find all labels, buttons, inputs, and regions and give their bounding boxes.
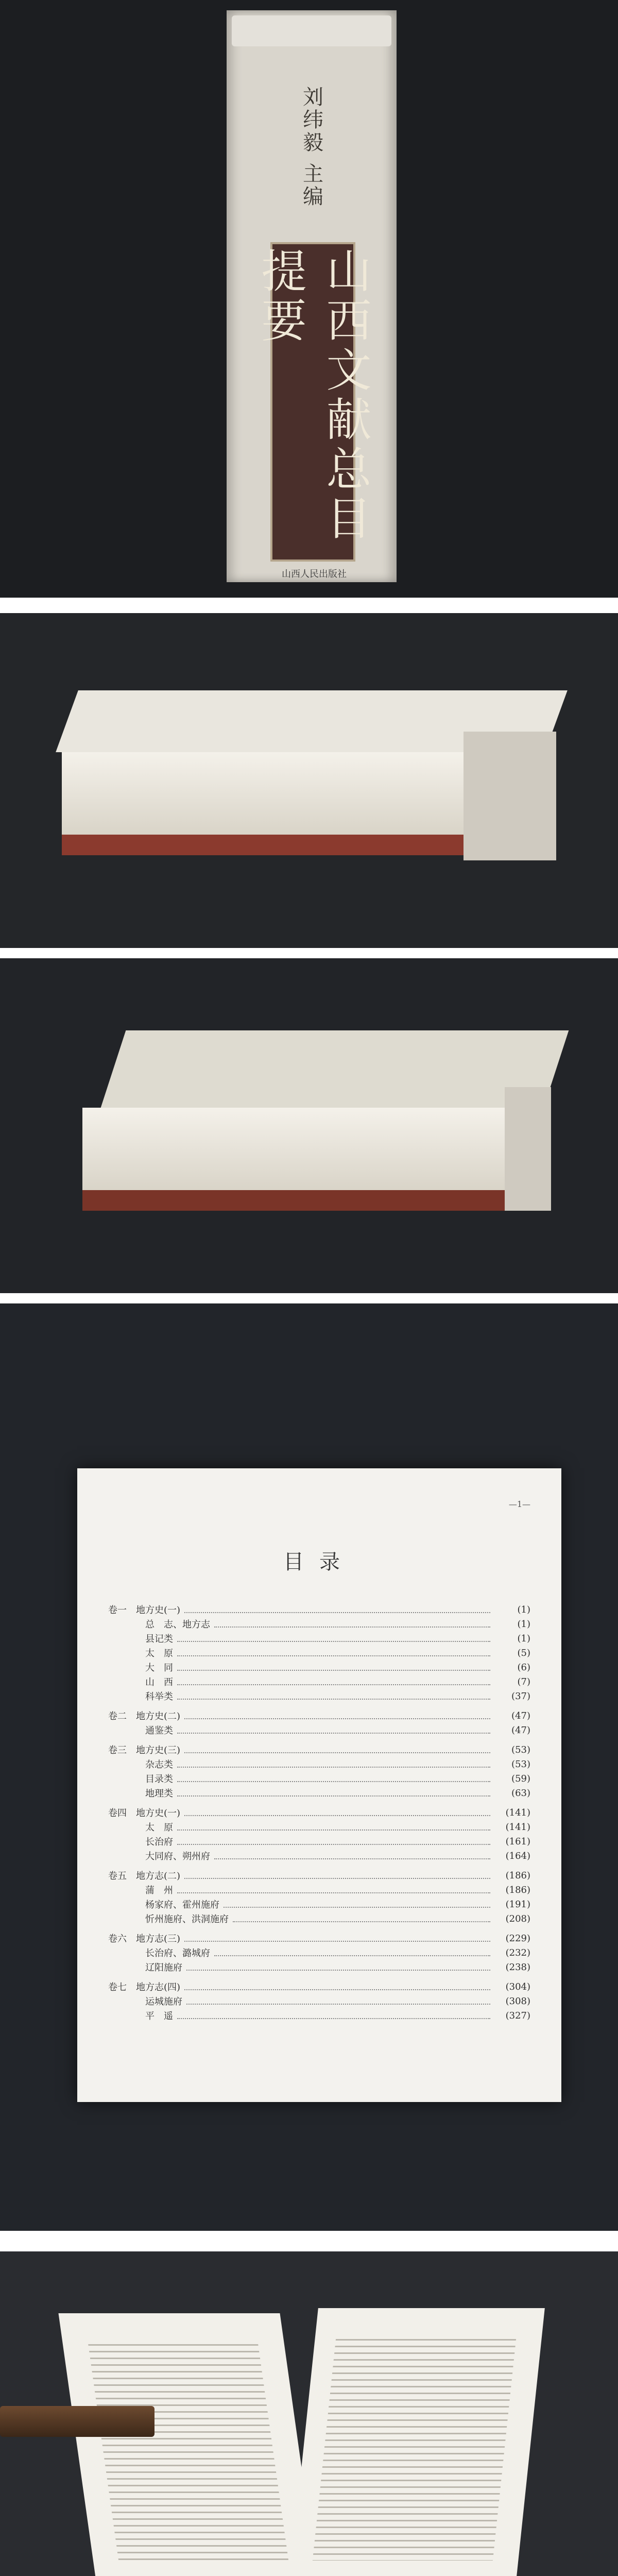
- toc-row: [108, 1868, 530, 1883]
- toc-entry-page: (232): [505, 1947, 530, 1958]
- toc-entry-page: (1): [517, 1604, 530, 1615]
- book-top-cover-2: [101, 1030, 569, 1108]
- toc-entry-label: 辽阳施府: [108, 1962, 182, 1973]
- toc-row: [108, 1674, 530, 1689]
- toc-entry-label: 卷五 地方志(二): [108, 1871, 181, 1882]
- book-board-edge-2: [82, 1190, 505, 1211]
- book-spine-side: [464, 732, 556, 860]
- toc-leader-dots: [214, 1620, 490, 1628]
- toc-leader-dots: [177, 1760, 490, 1768]
- toc-row: [108, 2008, 530, 2023]
- toc-entry-page: (5): [517, 1647, 530, 1658]
- left-page-text: [88, 2339, 288, 2561]
- toc-entry-page: (1): [517, 1633, 530, 1644]
- toc-row: [108, 1602, 530, 1617]
- toc-entry-label: 卷二 地方史(二): [108, 1711, 181, 1722]
- toc-leader-dots: [184, 1872, 490, 1879]
- toc-leader-dots: [186, 1963, 490, 1971]
- toc-row: [108, 1834, 530, 1849]
- toc-row: [108, 1883, 530, 1897]
- toc-entry-label: 长治府、潞城府: [108, 1948, 210, 1959]
- toc-entry-label: 卷四 地方史(一): [108, 1808, 181, 1819]
- toc-entry-label: 目录类: [108, 1774, 173, 1785]
- toc-row: [108, 1723, 530, 1737]
- toc-row: [108, 1897, 530, 1911]
- toc-row: [108, 1911, 530, 1926]
- toc-row: [108, 1660, 530, 1674]
- toc-entry-label: 大同府、朔州府: [108, 1851, 210, 1862]
- right-page-text: [313, 2334, 517, 2561]
- toc-leader-dots: [177, 1789, 490, 1797]
- toc-entry-label: 杨家府、霍州施府: [108, 1900, 219, 1910]
- toc-entry-page: (141): [505, 1807, 530, 1818]
- toc-leader-dots: [177, 1775, 490, 1782]
- spine-top-edge: [232, 15, 391, 46]
- toc-leader-dots: [184, 1935, 490, 1942]
- toc-leader-dots: [214, 1949, 490, 1956]
- toc-leader-dots: [177, 1838, 490, 1845]
- toc-entry-page: (308): [505, 1995, 530, 2007]
- toc-entry-page: (238): [505, 1961, 530, 1973]
- toc-row: [108, 1931, 530, 1945]
- spine-publisher: 山西人民出版社: [282, 569, 347, 580]
- toc-entry-page: (327): [505, 2010, 530, 2021]
- toc-entry-page: (59): [511, 1773, 530, 1784]
- toc-entry-page: (186): [505, 1870, 530, 1881]
- toc-row: [108, 1994, 530, 2008]
- closed-book-other-side-photo: [0, 958, 618, 1293]
- toc-entry-page: (1): [517, 1618, 530, 1630]
- toc-leader-dots: [177, 1649, 490, 1656]
- spine-author: 刘纬毅 主编: [299, 86, 323, 208]
- toc-leader-dots: [184, 1746, 490, 1753]
- toc-entry-page: (47): [511, 1724, 530, 1736]
- book-spine-side-2: [505, 1087, 551, 1211]
- toc-entry-label: 平 遥: [108, 2011, 173, 2022]
- toc-leader-dots: [184, 1712, 490, 1719]
- toc-leader-dots: [177, 1726, 490, 1734]
- toc-leader-dots: [233, 1915, 490, 1922]
- book-board-edge: [62, 835, 464, 855]
- toc-entry-page: (6): [517, 1662, 530, 1673]
- toc-row: [108, 1820, 530, 1834]
- toc-row: [108, 1771, 530, 1786]
- toc-row: [108, 1617, 530, 1631]
- toc-entry-page: (53): [511, 1758, 530, 1770]
- toc-leader-dots: [177, 1823, 490, 1831]
- toc-page: [77, 1468, 561, 2102]
- toc-entry-page: (186): [505, 1884, 530, 1895]
- toc-row: [108, 1786, 530, 1800]
- toc-entry-label: 太 原: [108, 1822, 173, 1833]
- open-book-photo: [0, 2251, 618, 2576]
- toc-entry-page: (191): [505, 1899, 530, 1910]
- toc-leader-dots: [184, 1983, 490, 1990]
- toc-leader-dots: [177, 1635, 490, 1642]
- toc-entry-page: (47): [511, 1710, 530, 1721]
- toc-row: [108, 1742, 530, 1757]
- book-page-block-2: [82, 1108, 505, 1190]
- toc-row: [108, 1689, 530, 1703]
- toc-leader-dots: [177, 2012, 490, 2019]
- toc-entry-label: 大 同: [108, 1663, 173, 1673]
- toc-entry-label: 通鉴类: [108, 1725, 173, 1736]
- toc-row: [108, 1757, 530, 1771]
- toc-row: [108, 1960, 530, 1974]
- toc-entry-page: (208): [505, 1913, 530, 1924]
- toc-entry-label: 县记类: [108, 1634, 173, 1645]
- toc-row: [108, 1708, 530, 1723]
- toc-entry-label: 卷七 地方志(四): [108, 1982, 181, 1993]
- toc-leader-dots: [177, 1886, 490, 1893]
- toc-photo: [0, 1303, 618, 2231]
- toc-list: [108, 1602, 530, 2023]
- toc-row: [108, 1979, 530, 1994]
- toc-entry-page: (141): [505, 1821, 530, 1833]
- book-page-block: [62, 752, 464, 835]
- toc-leader-dots: [184, 1809, 490, 1816]
- toc-entry-label: 忻州施府、洪洞施府: [108, 1914, 229, 1925]
- toc-row: [108, 1849, 530, 1863]
- spine-title: 山西文献总目提要: [254, 247, 372, 544]
- toc-title: 目录: [283, 1550, 355, 1574]
- toc-entry-label: 卷一 地方史(一): [108, 1605, 181, 1616]
- closed-book-side-photo: [0, 613, 618, 948]
- toc-page-number: —1—: [508, 1499, 530, 1509]
- toc-entry-page: (37): [511, 1690, 530, 1702]
- toc-leader-dots: [214, 1852, 490, 1859]
- toc-entry-page: (161): [505, 1836, 530, 1847]
- toc-entry-label: 总 志、地方志: [108, 1619, 210, 1630]
- toc-entry-label: 杂志类: [108, 1759, 173, 1770]
- toc-leader-dots: [177, 1664, 490, 1671]
- toc-entry-page: (7): [517, 1676, 530, 1687]
- toc-entry-label: 运城施府: [108, 1996, 182, 2007]
- toc-entry-label: 山 西: [108, 1677, 173, 1688]
- toc-entry-page: (63): [511, 1787, 530, 1799]
- toc-entry-label: 地理类: [108, 1788, 173, 1799]
- wooden-weight: [0, 2406, 154, 2437]
- toc-row: [108, 1805, 530, 1820]
- toc-leader-dots: [177, 1678, 490, 1685]
- toc-entry-label: 太 原: [108, 1648, 173, 1659]
- toc-entry-page: (53): [511, 1744, 530, 1755]
- toc-row: [108, 1945, 530, 1960]
- toc-entry-label: 长治府: [108, 1837, 173, 1848]
- toc-leader-dots: [177, 1692, 490, 1700]
- toc-entry-page: (304): [505, 1981, 530, 1992]
- toc-entry-label: 卷三 地方史(三): [108, 1745, 181, 1756]
- toc-leader-dots: [184, 1606, 490, 1613]
- toc-leader-dots: [224, 1901, 490, 1908]
- toc-entry-label: 蒲 州: [108, 1885, 173, 1896]
- toc-leader-dots: [186, 1997, 490, 2005]
- toc-row: [108, 1646, 530, 1660]
- toc-entry-label: 科举类: [108, 1691, 173, 1702]
- toc-entry-page: (229): [505, 1933, 530, 1944]
- toc-entry-label: 卷六 地方志(三): [108, 1934, 181, 1944]
- toc-entry-page: (164): [505, 1850, 530, 1861]
- spine-photo: [0, 0, 618, 598]
- toc-row: [108, 1631, 530, 1646]
